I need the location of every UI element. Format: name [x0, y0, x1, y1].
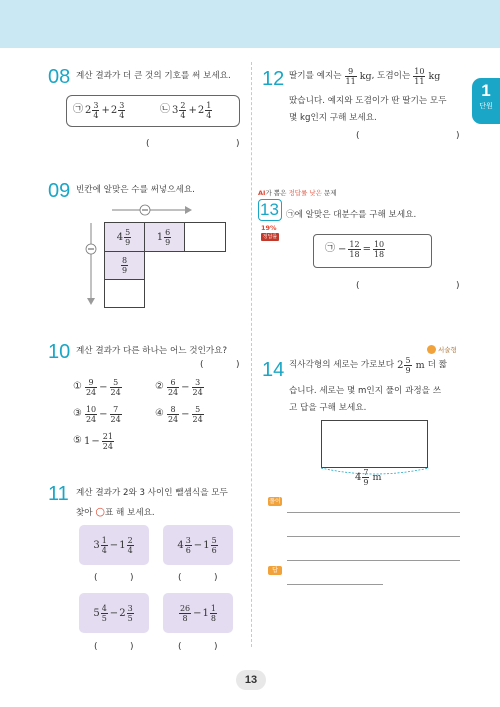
q10-option-4[interactable]: ④ $\frac{8}{24}$ − $\frac{5}{24}$ [155, 405, 203, 424]
q11-number: 11 [48, 483, 69, 505]
q12-answer-open[interactable]: ( [356, 131, 360, 141]
q8-b-mark: ㉡ [160, 104, 170, 115]
q8-expression-b: ㉡ 3 $\frac{2}{4}$ + 2 $\frac{1}{4}$ [160, 101, 212, 120]
q13-rate-label: 정답률 [262, 234, 278, 240]
q14-text-line1: 직사각형의 세로는 가로보다 2 $\frac{5}{9}$ m 더 짧 [289, 356, 447, 375]
column-divider [251, 62, 252, 647]
q8-a-mark: ㉠ [73, 104, 83, 115]
q9-arrows [80, 203, 230, 313]
q13-answer-open[interactable]: ( [356, 281, 360, 291]
q9-number: 09 [48, 180, 71, 202]
q14-rectangle [321, 420, 428, 468]
q11-answer-2-close: ) [214, 573, 218, 583]
q10-option-3[interactable]: ③ $\frac{10}{24}$ − $\frac{7}{24}$ [73, 405, 121, 424]
q9-blank-cell-right[interactable] [184, 222, 226, 252]
q11-expression-2[interactable]: 4 $\frac{3}{6}$ − 1 $\frac{5}{6}$ [163, 525, 233, 565]
q12-answer-close: ) [456, 131, 460, 141]
q9-cell-3: $\frac{8}{9}$ [104, 251, 145, 280]
q13-rate: 19% [261, 224, 277, 232]
q11-answer-3-open[interactable]: ( [94, 642, 98, 652]
unit-number: 1 [481, 81, 491, 100]
q9-blank-cell-bottom[interactable] [104, 279, 145, 308]
q8-expression-a: ㉠ 2 $\frac{3}{4}$ + 2 $\frac{3}{4}$ [73, 101, 125, 120]
q10-answer-open[interactable]: ( [200, 360, 204, 370]
q11-answer-4-open[interactable]: ( [178, 642, 182, 652]
q14-solution-label: 풀이 [269, 498, 281, 505]
q13-equation: ㉠ − $\frac{12}{18}$ = $\frac{10}{18}$ [325, 240, 385, 259]
q11-answer-1-close: ) [130, 573, 134, 583]
q10-answer-close: ) [236, 360, 240, 370]
q8-number: 08 [48, 66, 71, 88]
page-number: 13 [236, 670, 266, 690]
q14-solution-line-1[interactable] [287, 512, 460, 513]
q13-number: 13 [260, 200, 279, 219]
unit-label: 단원 [479, 102, 493, 110]
q11-text-line1: 계산 결과가 2와 3 사이인 뺄셈식을 모두 [76, 488, 228, 498]
q13-badge: AI가 뽑은 정답률 낮은 문제 [258, 189, 337, 197]
pencil-icon [427, 345, 436, 354]
q14-solution-line-3[interactable] [287, 560, 460, 561]
q11-answer-3-close: ) [130, 642, 134, 652]
q8-text: 계산 결과가 더 큰 것의 기호를 써 보세요. [76, 71, 231, 81]
unit-tab [472, 78, 500, 124]
q13-text: ㉠에 알맞은 대분수를 구해 보세요. [286, 210, 417, 220]
q14-answer-line[interactable] [287, 584, 383, 585]
q11-expression-3[interactable]: 5 $\frac{4}{5}$ − 2 $\frac{3}{5}$ [79, 593, 149, 633]
q11-answer-2-open[interactable]: ( [178, 573, 182, 583]
q8-answer-close: ) [236, 139, 240, 149]
q10-text: 계산 결과가 다른 하나는 어느 것인가요? [76, 346, 228, 356]
q9-cell-1: 4 $\frac{5}{9}$ [104, 222, 145, 252]
q14-number: 14 [262, 359, 285, 381]
q14-badge: 서술형 [427, 342, 457, 356]
q10-number: 10 [48, 341, 71, 363]
q14-answer-label: 답 [268, 566, 282, 575]
q14-text-line2: 습니다. 세로는 몇 m인지 풀이 과정을 쓰 [289, 386, 442, 396]
q12-text-line1: 딸기를 예지는 $\frac{9}{11}$ kg , 도겸이는 $\frac{10}{11}$ kg [289, 67, 441, 86]
q8-answer-open[interactable]: ( [146, 139, 150, 149]
q11-text-line2: 찾아 ○표 해 보세요. [76, 505, 155, 518]
q12-number: 12 [262, 68, 285, 90]
q11-expression-4[interactable]: $\frac{26}{8}$ − 1 $\frac{1}{8}$ [163, 593, 233, 633]
q12-text-line2: 땄습니다. 예지와 도겸이가 딴 딸기는 모두 [289, 96, 447, 106]
q14-rect-width-label: 4 $\frac{7}{9}$ m [355, 468, 382, 487]
q12-text-line3: 몇 kg인지 구해 보세요. [289, 113, 377, 123]
q11-expression-1[interactable]: 3 $\frac{1}{4}$ − 1 $\frac{2}{4}$ [79, 525, 149, 565]
q10-option-1[interactable]: ① $\frac{9}{24}$ − $\frac{5}{24}$ [73, 378, 121, 397]
q10-option-2[interactable]: ② $\frac{6}{24}$ − $\frac{3}{24}$ [155, 378, 203, 397]
q9-cell-2: 1 $\frac{6}{9}$ [144, 222, 185, 252]
q14-solution-line-2[interactable] [287, 536, 460, 537]
q11-answer-1-open[interactable]: ( [94, 573, 98, 583]
q14-text-line3: 고 답을 구해 보세요. [289, 403, 367, 413]
q13-answer-close: ) [456, 281, 460, 291]
q9-text: 빈칸에 알맞은 수를 써넣으세요. [76, 185, 195, 195]
q11-circle-symbol: ○ [95, 505, 105, 518]
top-banner [0, 0, 500, 48]
q10-option-5[interactable]: ⑤ 1 − $\frac{21}{24}$ [73, 432, 113, 451]
q11-answer-4-close: ) [214, 642, 218, 652]
